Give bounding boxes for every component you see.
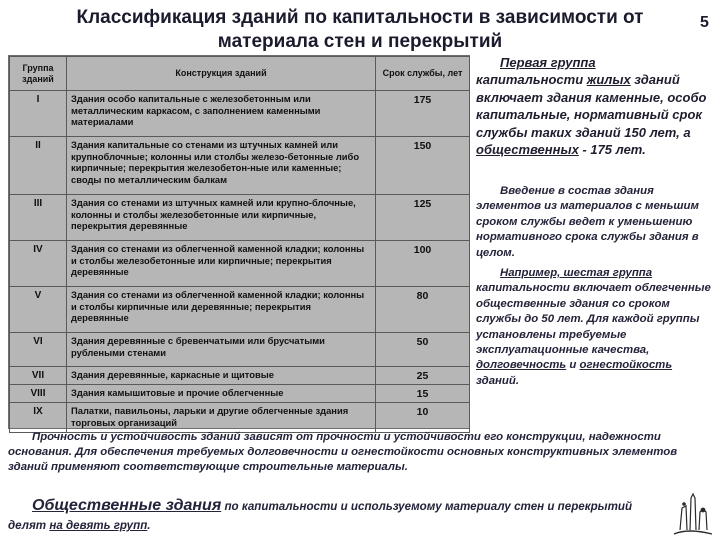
first-group-paragraph	[476, 54, 716, 158]
p2-indent	[476, 185, 500, 197]
public-buildings-lead: Общественные здания	[32, 497, 222, 514]
p1-text-c: - 175 лет.	[578, 142, 646, 158]
header-group: Группа зданий	[10, 57, 67, 91]
cell-construction: Здания со стенами из облегченной каменной кладки; колонны и столбы железобетонные или кирпичные; перекрытия деревянные	[67, 241, 376, 287]
cell-service-life: 15	[376, 385, 470, 403]
cell-group: IX	[10, 403, 67, 433]
page-title	[40, 6, 680, 54]
cell-group: I	[10, 91, 67, 137]
cell-service-life: 175	[376, 91, 470, 137]
first-group-lead: Первая группа	[500, 55, 596, 70]
cell-construction: Здания камышитовые и прочие облегченные	[67, 385, 376, 403]
p3-fire-resistance: огнестойкость	[579, 359, 673, 372]
classification-table-grid	[9, 56, 470, 433]
cell-construction: Здания особо капитальные с железобетонным или металлическим каркасом, с заполнением каменными материалами	[67, 91, 376, 137]
table-row	[10, 137, 470, 195]
cell-group: V	[10, 287, 67, 333]
table-row	[10, 287, 470, 333]
header-service-life: Срок службы, лет	[376, 57, 470, 91]
p3-lead: Например, шестая группа	[500, 267, 653, 279]
introduction-paragraph	[476, 184, 716, 261]
cell-service-life: 25	[376, 367, 470, 385]
title-line-2: материала стен и перекрытий	[217, 31, 503, 52]
table-row	[10, 385, 470, 403]
p3-text-b: и	[566, 359, 580, 372]
cell-group: IV	[10, 241, 67, 287]
table-row	[10, 195, 470, 241]
table-row	[10, 367, 470, 385]
p1-public: общественных	[476, 142, 579, 158]
title-line-1: Классификация зданий по капитальности в зависимости от	[76, 7, 644, 28]
p1-residential: жилых	[586, 72, 631, 88]
bottom-p2-a: по капитальности и используемому материалу стен и перекрытий делят	[8, 500, 633, 532]
cell-construction: Здания со стенами из облегченной каменной кладки; колонны и столбы кирпичные или деревянные; перекрытия деревянные	[67, 287, 376, 333]
cell-service-life: 125	[376, 195, 470, 241]
architecture-sketch-icon	[668, 490, 718, 538]
table-row	[10, 333, 470, 367]
cell-group: VIII	[10, 385, 67, 403]
p1-text-b: зданий включает здания каменные, особо капитальные, нормативный срок службы таких зданий 150 лет, а	[476, 72, 707, 140]
bottom-p1: Прочность и устойчивость зданий зависят от прочности и устойчивости его конструкции, надежности основания. Для обеспечения требуемых долговечности и огнестойкости основных конструктивных элементов зданий применяют соответствующие строительные материалы.	[8, 431, 678, 474]
p3-text-a: капитальности включает облегченные общественные здания со сроком службы до 50 лет. Для каждой группы установлены требуемые эксплуатационные качества,	[476, 282, 711, 357]
example-paragraph	[476, 266, 716, 389]
p3-text-c: зданий.	[476, 374, 519, 387]
cell-construction: Здания деревянные, каркасные и щитовые	[67, 367, 376, 385]
table-header-row	[10, 57, 470, 91]
cell-service-life: 50	[376, 333, 470, 367]
cell-construction: Здания деревянные с бревенчатыми или брусчатыми рублеными стенами	[67, 333, 376, 367]
cell-group: III	[10, 195, 67, 241]
cell-group: VII	[10, 367, 67, 385]
cell-construction: Палатки, павильоны, ларьки и другие облегченные здания торговых организаций	[67, 403, 376, 433]
p1-text-a: капитальности	[476, 72, 587, 88]
strength-paragraph	[8, 430, 714, 476]
cell-service-life: 80	[376, 287, 470, 333]
cell-construction: Здания со стенами из штучных камней или крупно-блочные, колонны и столбы железобетонные или кирпичные, перекрытия деревянные	[67, 195, 376, 241]
table-row	[10, 91, 470, 137]
table-row	[10, 241, 470, 287]
public-buildings-paragraph	[8, 496, 668, 535]
cell-service-life: 150	[376, 137, 470, 195]
bottom-p2-b: .	[147, 519, 151, 532]
cell-construction: Здания капитальные со стенами из штучных камней или крупноблочные; колонны или столбы железо-бетонные либо кирпичные; перекрытия железобетон-ные или каменные; своды по металлическим балкам	[67, 137, 376, 195]
cell-service-life: 100	[376, 241, 470, 287]
page-number: 5	[700, 14, 709, 31]
cell-group: II	[10, 137, 67, 195]
table-row	[10, 403, 470, 433]
header-construction: Конструкция зданий	[67, 57, 376, 91]
cell-group: VI	[10, 333, 67, 367]
p3-durability: долговечность	[476, 359, 567, 372]
cell-service-life: 10	[376, 403, 470, 433]
p2-text: Введение в состав здания элементов из материалов с меньшим сроком службы ведет к уменьшению нормативного срока службы здания в целом.	[476, 185, 699, 259]
nine-groups: на девять групп	[49, 519, 148, 532]
classification-table	[8, 55, 470, 429]
